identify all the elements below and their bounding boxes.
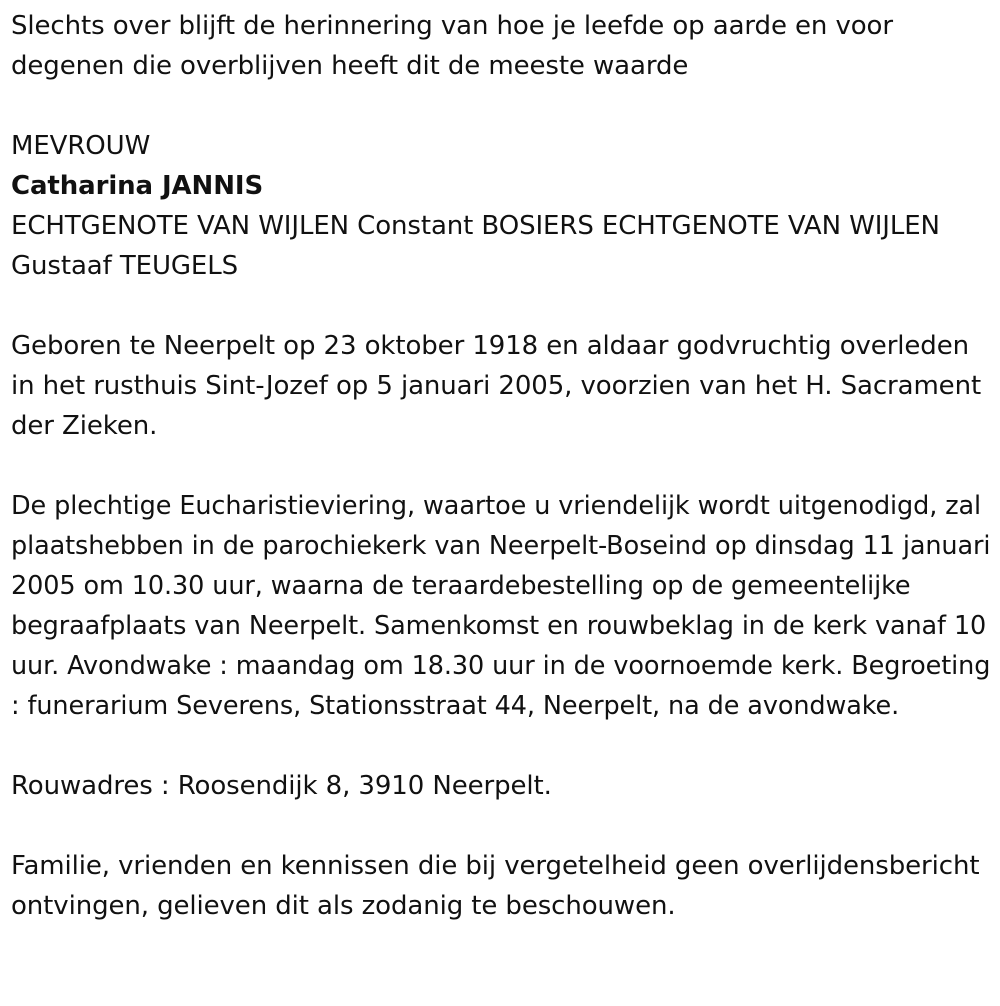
memorial-quote: Slechts over blijft de herinnering van hoe je leefde op aarde en voor degenen die overblijven heeft dit de meeste waarde [11, 11, 893, 81]
spacer [11, 806, 996, 846]
mourning-address: Rouwadres : Roosendijk 8, 3910 Neerpelt. [11, 771, 552, 801]
honorific: MEVROUW [11, 131, 151, 161]
obituary-notice [11, 0, 996, 926]
ceremony-paragraph: De plechtige Eucharistieviering, waartoe u vriendelijk wordt uitgenodigd, zal plaatshebben in de parochiekerk van Neerpelt-Boseind op dinsdag 11 januari 2005 om 10.30 uur, waarna de teraardebestelling op de gemeentelijke begraafplaats van Neerpelt. Samenkomst en rouwbeklag in de kerk vanaf 10 uur. Avondwake : maandag om 18.30 uur in de voornoemde kerk. Begroeting : funerarium Severens, Stationsstraat 44, Neerpelt, na de avondwake. [11, 491, 991, 721]
spacer [11, 726, 996, 766]
spacer [11, 86, 996, 126]
spacer [11, 286, 996, 326]
closing-note: Familie, vrienden en kennissen die bij vergetelheid geen overlijdensbericht ontvingen, gelieven dit als zodanig te beschouwen. [11, 851, 980, 921]
deceased-name: Catharina JANNIS [11, 171, 264, 201]
birth-death-paragraph: Geboren te Neerpelt op 23 oktober 1918 en aldaar godvruchtig overleden in het rusthuis Sint-Jozef op 5 januari 2005, voorzien van het H. Sacrament der Zieken. [11, 331, 982, 441]
spacer [11, 446, 996, 486]
spouse-line: ECHTGENOTE VAN WIJLEN Constant BOSIERS ECHTGENOTE VAN WIJLEN Gustaaf TEUGELS [11, 211, 940, 281]
